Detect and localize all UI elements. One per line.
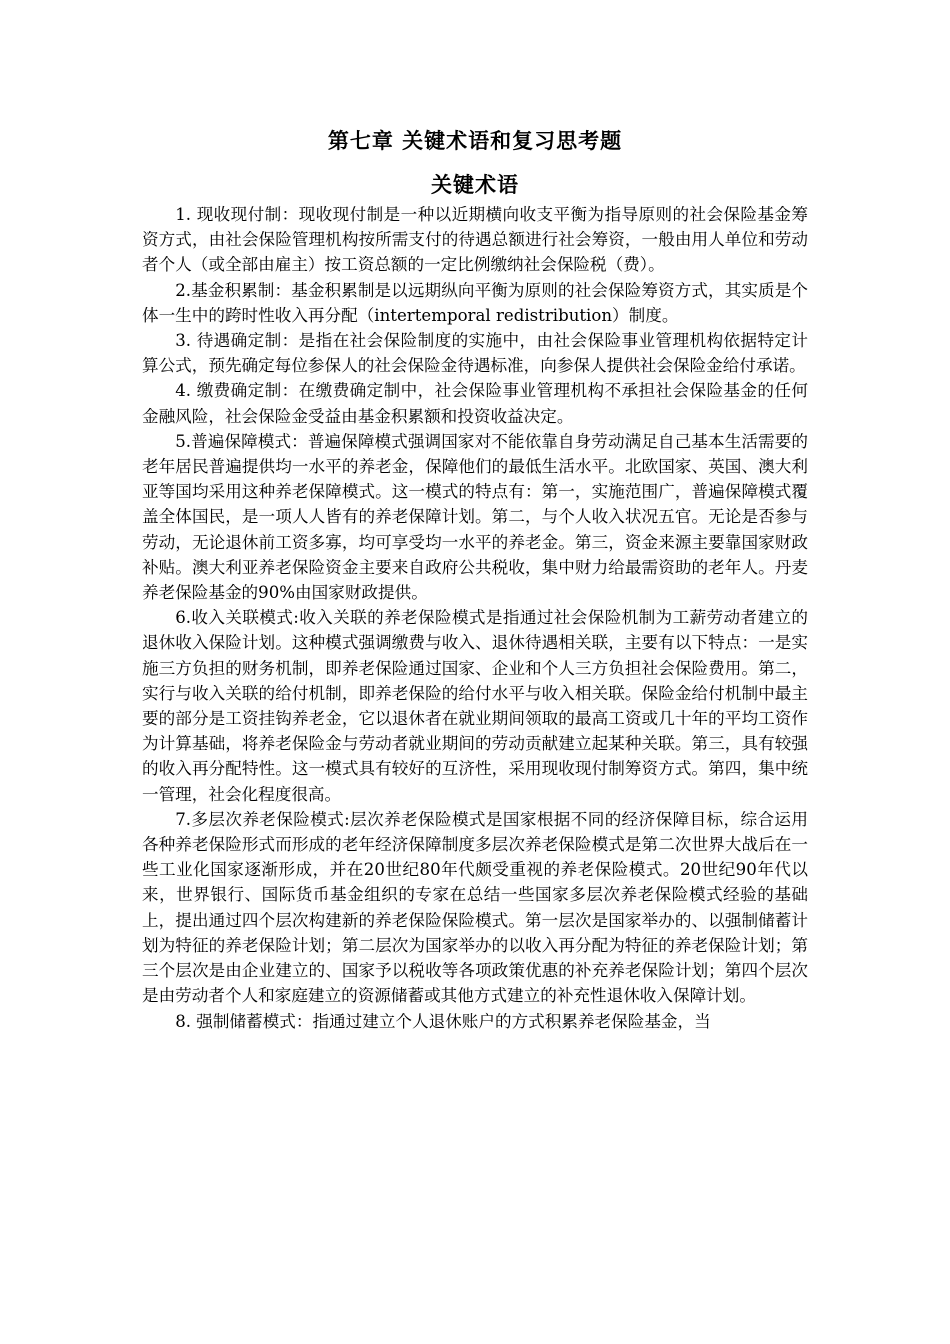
chapter-title: 第七章 关键术语和复习思考题 <box>327 128 623 153</box>
term-paragraph-2: 2.基金积累制：基金积累制是以远期纵向平衡为原则的社会保险筹资方式，其实质是个体一生中的跨时性收入再分配（intertemporal redistribution）制度。 <box>142 280 808 325</box>
term-paragraph-7: 7.多层次养老保险模式:层次养老保险模式是国家根据不同的经济保障目标，综合运用各种养老保险形式而形成的老年经济保障制度多层次养老保险模式是第二次世界大战后在一些工业化国家逐渐形成，并在20世纪80年代颇受重视的养老保险模式。20世纪90年代以来，世界银行、国际货币基金组织的专家在总结一些国家多层次养老保险模式经验的基础上，提出通过四个层次构建新的养老保险保险模式。第一层次是国家举办的、以强制储蓄计划为特征的养老保险计划；第二层次为国家举办的以收入再分配为特征的养老保险计划；第三个层次是由企业建立的、国家予以税收等各项政策优惠的补充养老保险计划；第四个层次是由劳动者个人和家庭建立的资源储蓄或其他方式建立的补充性退休收入保障计划。 <box>142 809 808 1006</box>
term-paragraph-6: 6.收入关联模式:收入关联的养老保险模式是指通过社会保险机制为工薪劳动者建立的退休收入保险计划。这种模式强调缴费与收入、退休待遇相关联，主要有以下特点：一是实施三方负担的财务机制，即养老保险通过国家、企业和个人三方负担社会保险费用。第二，实行与收入关联的给付机制，即养老保险的给付水平与收入相关联。保险金给付机制中最主要的部分是工资挂钩养老金，它以退休者在就业期间领取的最高工资或几十年的平均工资作为计算基础，将养老保险金与劳动者就业期间的劳动贡献建立起某种关联。第三，具有较强的收入再分配特性。这一模式具有较好的互济性，采用现收现付制筹资方式。第四，集中统一管理，社会化程度很高。 <box>142 608 808 804</box>
term-paragraph-1: 1. 现收现付制：现收现付制是一种以近期横向收支平衡为指导原则的社会保险基金筹资方式，由社会保险管理机构按所需支付的待遇总额进行社会筹资，一般由用人单位和劳动者个人（或全部由雇主）按工资总额的一定比例缴纳社会保险税（费）。 <box>142 205 808 275</box>
term-paragraph-3: 3. 待遇确定制：是指在社会保险制度的实施中，由社会保险事业管理机构依据特定计算公式，预先确定每位参保人的社会保险金待遇标准，向参保人提供社会保险金给付承诺。 <box>142 331 808 376</box>
document-page <box>142 118 808 1034</box>
term-paragraph-8: 8. 强制储蓄模式：指通过建立个人退休账户的方式积累养老保险基金，当 <box>175 1011 711 1031</box>
section-title: 关键术语 <box>431 172 519 197</box>
term-paragraph-4: 4. 缴费确定制：在缴费确定制中，社会保险事业管理机构不承担社会保险基金的任何金融风险，社会保险金受益由基金积累额和投资收益决定。 <box>142 381 808 426</box>
term-paragraph-5: 5.普遍保障模式：普遍保障模式强调国家对不能依靠自身劳动满足自己基本生活需要的老年居民普遍提供均一水平的养老金，保障他们的最低生活水平。北欧国家、英国、澳大利亚等国均采用这种养老保障模式。这一模式的特点有：第一，实施范围广，普遍保障模式覆盖全体国民，是一项人人皆有的养老保障计划。第二，与个人收入状况五官。无论是否参与劳动，无论退休前工资多寡，均可享受均一水平的养老金。第三，资金来源主要靠国家财政补贴。澳大利亚养老保险资金主要来自政府公共税收，集中财力给最需资助的老年人。丹麦养老保险基金的90%由国家财政提供。 <box>142 431 808 603</box>
